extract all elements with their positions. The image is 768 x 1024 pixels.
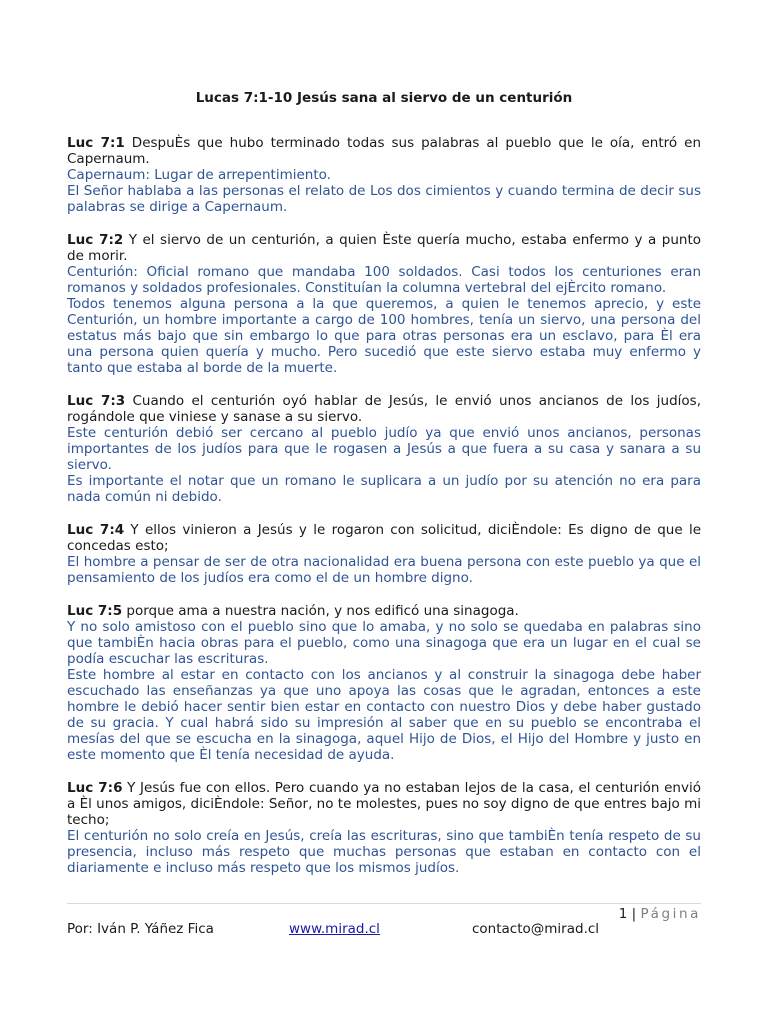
page-number xyxy=(619,906,701,922)
footer-author: Por: Iván P. Yáñez Fica xyxy=(67,921,214,937)
footer-divider xyxy=(67,903,701,904)
verse-text: Cuando el centurión oyó hablar de Jesús, le envió unos ancianos de los judíos, rogándole que viniese y sanase a su siervo. xyxy=(67,393,701,425)
verse-reference: Luc 7:3 xyxy=(67,393,126,409)
verse-text: Y el siervo de un centurión, a quien Èste quería mucho, estaba enfermo y a punto de morir. xyxy=(67,232,701,264)
verse-block xyxy=(67,603,701,763)
verse-block xyxy=(67,393,701,505)
verse-block xyxy=(67,780,701,876)
website-link[interactable]: www.mirad.cl xyxy=(289,921,380,937)
verse-reference: Luc 7:4 xyxy=(67,522,125,538)
footer-email: contacto@mirad.cl xyxy=(472,921,600,937)
commentary-note: El Señor hablaba a las personas el relato de Los dos cimientos y cuando termina de decir sus palabras se dirige a Capernaum. xyxy=(67,183,701,215)
verse-paragraph xyxy=(67,393,701,425)
verse-text: Y Jesús fue con ellos. Pero cuando ya no estaban lejos de la casa, el centurión envió a Èl unos amigos, diciÈndole: Señor, no te molestes, pues no soy digno de que entres bajo mi techo; xyxy=(67,780,701,828)
verse-reference: Luc 7:2 xyxy=(67,232,124,248)
page-number-separator: | xyxy=(627,906,641,922)
commentary-note: Este hombre al estar en contacto con los ancianos y al construir la sinagoga debe haber escuchado las enseñanzas ya que uno apoya las cosas que le agradan, entonces a este hombre le debió hacer sentir bien estar en contacto con nuestro Dios y debe haber gustado de su gracia. Y cual habrá sido su impresión al saber que en su pueblo se encontraba el mesías del que se escucha en la sinagoga, aquel Hijo de Dios, el Hijo del Hombre y justo en este momento que Èl tenía necesidad de ayuda. xyxy=(67,667,701,763)
verse-reference: Luc 7:6 xyxy=(67,780,123,796)
verse-text: DespuÈs que hubo terminado todas sus palabras al pueblo que le oía, entró en Capernaum. xyxy=(67,135,701,167)
document-title: Lucas 7:1-10 Jesús sana al siervo de un centurión xyxy=(195,90,573,106)
commentary-note: Es importante el notar que un romano le suplicara a un judío por su atención no era para nada común ni debido. xyxy=(67,473,701,505)
verse-block xyxy=(67,232,701,376)
page-content xyxy=(67,90,701,893)
commentary-note: El hombre a pensar de ser de otra nacionalidad era buena persona con este pueblo ya que el pensamiento de los judíos era como el de un hombre digno. xyxy=(67,554,701,586)
commentary-note: Centurión: Oficial romano que mandaba 100 soldados. Casi todos los centuriones eran romanos y soldados profesionales. Constituían la columna vertebral del ejÈrcito romano. xyxy=(67,264,701,296)
verse-paragraph xyxy=(67,522,701,554)
verse-block xyxy=(67,522,701,586)
commentary-note: Capernaum: Lugar de arrepentimiento. xyxy=(67,167,331,183)
commentary-note: Y no solo amistoso con el pueblo sino que lo amaba, y no solo se quedaba en palabras sino que tambiÈn hacia obras para el pueblo, como una sinagoga que era un lugar en el cual se podía escuchar las escrituras. xyxy=(67,619,701,667)
verse-reference: Luc 7:5 xyxy=(67,603,123,619)
commentary-note: Todos tenemos alguna persona a la que queremos, a quien le tenemos aprecio, y este Centurión, un hombre importante a cargo de 100 hombres, tenía un siervo, una persona del estatus más bajo que sin embargo lo que para otras personas era un esclavo, para Èl era una persona quien quería y mucho. Pero sucedió que este siervo estaba muy enfermo y tanto que estaba al borde de la muerte. xyxy=(67,296,701,376)
verse-paragraph xyxy=(67,780,701,828)
verse-block xyxy=(67,135,701,215)
commentary-note: El centurión no solo creía en Jesús, creía las escrituras, sino que tambiÈn tenía respeto de su presencia, incluso más respeto que muchas personas que estaban en contacto con el diariamente e incluso más respeto que los mismos judíos. xyxy=(67,828,701,876)
verse-reference: Luc 7:1 xyxy=(67,135,125,151)
verse-text: Y ellos vinieron a Jesús y le rogaron con solicitud, diciÈndole: Es digno de que le concedas esto; xyxy=(67,522,702,554)
verse-paragraph xyxy=(67,603,701,619)
commentary-note: Este centurión debió ser cercano al pueblo judío ya que envió unos ancianos, personas importantes de los judíos para que le rogasen a Jesús a que fuera a su casa y sanara a su siervo. xyxy=(67,425,701,473)
page-number-value: 1 xyxy=(618,906,628,922)
verse-paragraph xyxy=(67,232,701,264)
page-word: Página xyxy=(640,906,701,922)
verse-text: porque ama a nuestra nación, y nos edificó una sinagoga. xyxy=(122,603,519,619)
verse-paragraph xyxy=(67,135,701,167)
